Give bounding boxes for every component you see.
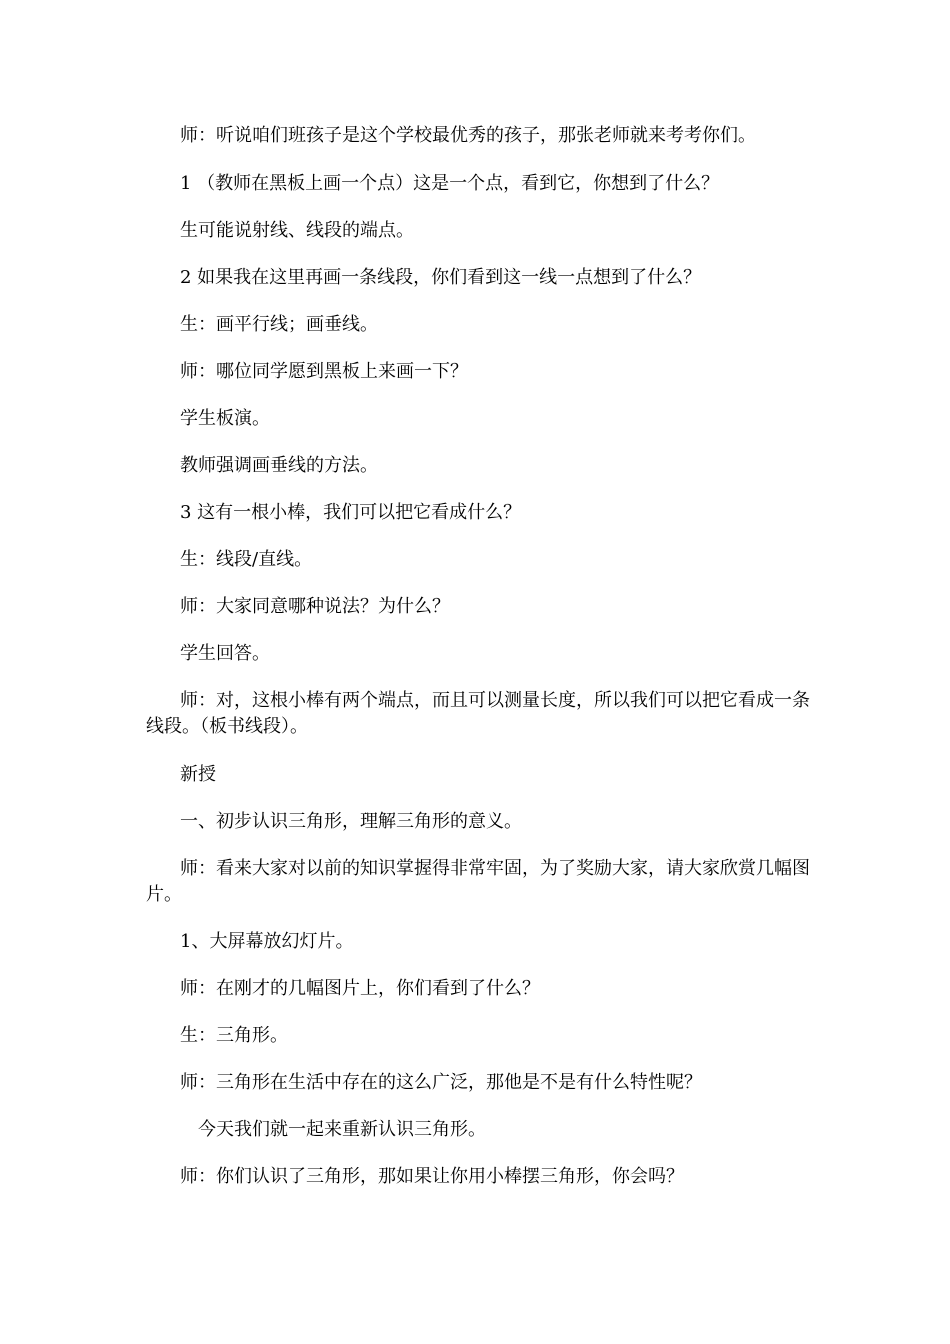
paragraph-22: 师：你们认识了三角形，那如果让你用小棒摆三角形，你会吗？ bbox=[180, 1166, 684, 1187]
paragraph-6: 师：哪位同学愿到黑板上来画一下？ bbox=[180, 361, 468, 382]
paragraph-19: 生：三角形。 bbox=[180, 1025, 288, 1046]
paragraph-18: 师：在刚才的几幅图片上，你们看到了什么？ bbox=[180, 978, 540, 999]
paragraph-10: 生：线段/直线。 bbox=[180, 549, 313, 570]
paragraph-11: 师：大家同意哪种说法？为什么？ bbox=[180, 596, 450, 617]
paragraph-8: 教师强调画垂线的方法。 bbox=[180, 455, 378, 476]
paragraph-12: 学生回答。 bbox=[180, 643, 270, 664]
paragraph-20: 师：三角形在生活中存在的这么广泛，那他是不是有什么特性呢？ bbox=[180, 1072, 702, 1093]
paragraph-15: 一、初步认识三角形，理解三角形的意义。 bbox=[180, 811, 522, 832]
paragraph-2: 1 （教师在黑板上画一个点）这是一个点，看到它，你想到了什么？ bbox=[180, 173, 720, 194]
section-heading-new-lesson: 新授 bbox=[180, 764, 216, 785]
paragraph-17: 1、大屏幕放幻灯片。 bbox=[180, 931, 354, 952]
paragraph-1: 师：听说咱们班孩子是这个学校最优秀的孩子，那张老师就来考考你们。 bbox=[180, 125, 756, 146]
paragraph-7: 学生板演。 bbox=[180, 408, 270, 429]
paragraph-16: 师：看来大家对以前的知识掌握得非常牢固，为了奖励大家，请大家欣赏几幅图片。 bbox=[146, 858, 810, 905]
paragraph-9: 3 这有一根小棒，我们可以把它看成什么？ bbox=[180, 502, 522, 523]
paragraph-3: 生可能说射线、线段的端点。 bbox=[180, 220, 414, 241]
paragraph-5: 生：画平行线；画垂线。 bbox=[180, 314, 378, 335]
paragraph-21: 今天我们就一起来重新认识三角形。 bbox=[198, 1119, 486, 1140]
paragraph-13: 师：对，这根小棒有两个端点，而且可以测量长度，所以我们可以把它看成一条线段。（板书线段）。 bbox=[146, 690, 810, 737]
paragraph-4: 2 如果我在这里再画一条线段，你们看到这一线一点想到了什么？ bbox=[180, 267, 702, 288]
